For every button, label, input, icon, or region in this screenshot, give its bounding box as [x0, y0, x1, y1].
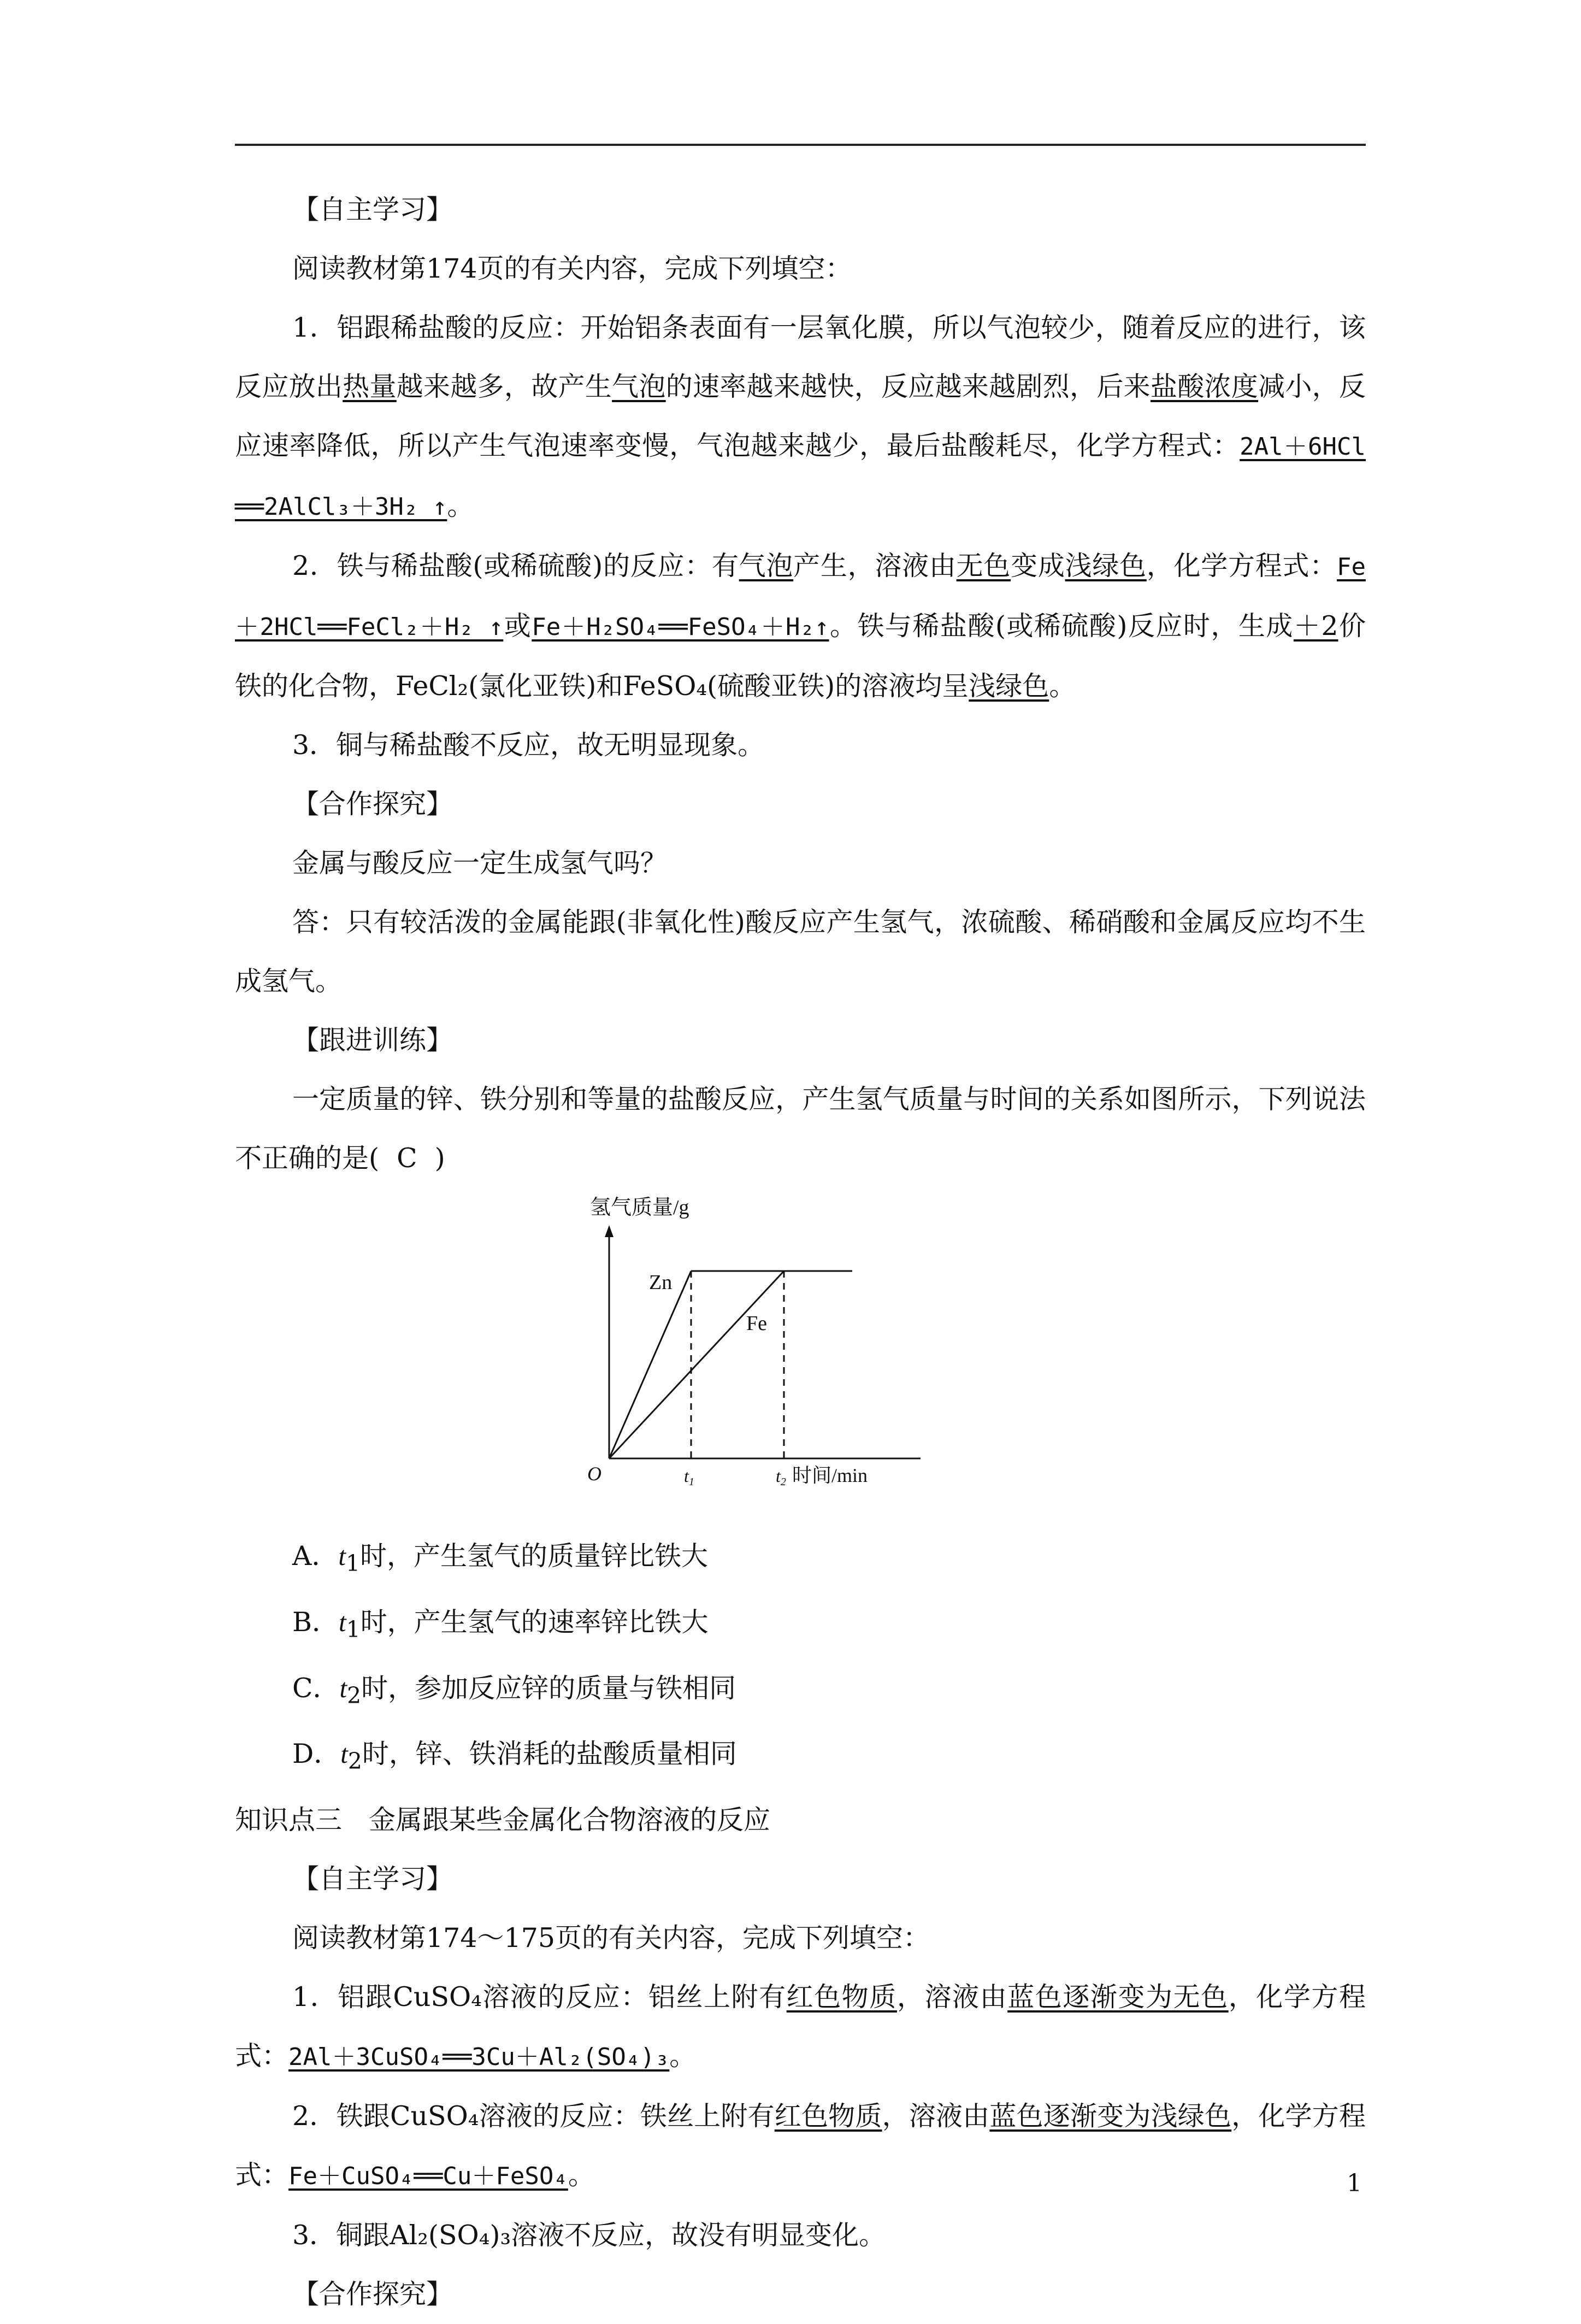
blank: 蓝色逐渐变为浅绿色: [989, 2101, 1232, 2132]
blank: 浅绿色: [1065, 550, 1147, 581]
question: 金属与酸反应一定生成氢气吗？: [292, 848, 668, 879]
blank: 红色物质: [774, 2101, 882, 2132]
option-b: B．$t_1$时，产生氢气的速率锌比铁大: [292, 1606, 709, 1643]
blank: 蓝色逐渐变为无色: [1007, 1981, 1229, 2013]
series-line-fe: [609, 1271, 784, 1458]
equation: Fe＋2HCl══FeCl₂＋H₂ ↑: [235, 553, 1366, 641]
blank: 气泡: [612, 371, 666, 402]
origin-label: O: [587, 1463, 601, 1485]
blank: 热量: [343, 371, 397, 402]
series-label-zn: Zn: [649, 1271, 672, 1294]
item-2: 2．铁跟CuSO₄溶液的反应：铁丝上附有红色物质，溶液由蓝色逐渐变为浅绿色，化学方程式：Fe＋CuSO₄══Cu＋FeSO₄。: [235, 2101, 1366, 2191]
item-3: 3．铜跟Al₂(SO₄)₃溶液不反应，故没有明显变化。: [292, 2220, 886, 2251]
tick-label-t2: t2: [776, 1466, 786, 1488]
y-axis-arrow: [605, 1225, 613, 1237]
instruction: 阅读教材第174～175页的有关内容，完成下列填空：: [292, 1922, 930, 1954]
header-rule: [235, 144, 1366, 146]
option-c: C．$t_2$时，参加反应锌的质量与铁相同: [292, 1672, 736, 1709]
item-2: 2．铁与稀盐酸(或稀硫酸)的反应：有气泡产生，溶液由无色变成浅绿色，化学方程式：Fe＋2HCl══FeCl₂＋H₂ ↑或Fe＋H₂SO₄══FeSO₄＋H₂↑。铁与稀盐酸(或稀硫酸)反应时，生成＋2价铁的化合物，FeCl₂(氯化亚铁)和FeSO₄(硫酸亚铁)的溶液均呈浅绿色。: [235, 550, 1366, 702]
series-label-fe: Fe: [746, 1312, 767, 1335]
item-3: 3．铜与稀盐酸不反应，故无明显现象。: [292, 729, 765, 761]
equation: 2Al＋6HCl ══2AlCl₃＋3H₂ ↑: [235, 433, 1366, 521]
x-axis-label: 时间/min: [792, 1464, 868, 1486]
knowledge-point-title: 知识点三 金属跟某些金属化合物溶液的反应: [235, 1804, 771, 1836]
item-1: 1．铝跟稀盐酸的反应：开始铝条表面有一层氧化膜，所以气泡较少，随着反应的进行，该反应放出热量越来越多，故产生气泡的速率越来越快，反应越来越剧烈，后来盐酸浓度减小，反应速率降低，所以产生气泡速率变慢，气泡越来越少，最后盐酸耗尽，化学方程式：2Al＋6HCl ══2AlCl₃＋3H₂ ↑。: [235, 312, 1366, 521]
blank: 无色: [956, 550, 1011, 581]
equation: 2Al＋3CuSO₄══3Cu＋Al₂(SO₄)₃: [288, 2043, 670, 2072]
hydrogen-chart: [557, 1193, 868, 1516]
chart-figure: [235, 1188, 1366, 1527]
blank: 气泡: [739, 550, 794, 581]
section-heading: 【合作探究】: [292, 789, 453, 820]
blank: ＋2: [1293, 610, 1338, 642]
instruction: 阅读教材第174页的有关内容，完成下列填空：: [292, 253, 852, 284]
blank: 盐酸浓度: [1150, 371, 1259, 402]
page-body: [235, 180, 1366, 2324]
blank: 浅绿色: [969, 670, 1049, 702]
question: 一定质量的锌、铁分别和等量的盐酸反应，产生氢气质量与时间的关系如图所示，下列说法不正确的是( C ): [235, 1084, 1366, 1174]
section-heading: 【自主学习】: [292, 194, 453, 225]
option-d: D．$t_2$时，锌、铁消耗的盐酸质量相同: [292, 1738, 737, 1775]
answer-choice: C: [397, 1143, 417, 1174]
equation: Fe＋CuSO₄══Cu＋FeSO₄: [288, 2162, 568, 2191]
tick-label-t1: t1: [684, 1466, 694, 1488]
option-a: A．$t_1$时，产生氢气的质量锌比铁大: [292, 1540, 709, 1576]
blank: 红色物质: [786, 1981, 897, 2013]
y-axis-label: 氢气质量/g: [590, 1196, 689, 1219]
section-heading: 【自主学习】: [292, 1863, 453, 1895]
equation: Fe＋H₂SO₄══FeSO₄＋H₂↑: [532, 613, 829, 641]
item-1: 1．铝跟CuSO₄溶液的反应：铝丝上附有红色物质，溶液由蓝色逐渐变为无色，化学方程式：2Al＋3CuSO₄══3Cu＋Al₂(SO₄)₃。: [235, 1981, 1366, 2072]
section-heading: 【合作探究】: [292, 2279, 453, 2310]
page-number: 1: [1347, 2169, 1362, 2197]
series-line-zn: [609, 1271, 691, 1458]
section-heading: 【跟进训练】: [292, 1025, 453, 1056]
answer: 答：只有较活泼的金属能跟(非氧化性)酸反应产生氢气，浓硫酸、稀硝酸和金属反应均不生成氢气。: [235, 907, 1366, 997]
